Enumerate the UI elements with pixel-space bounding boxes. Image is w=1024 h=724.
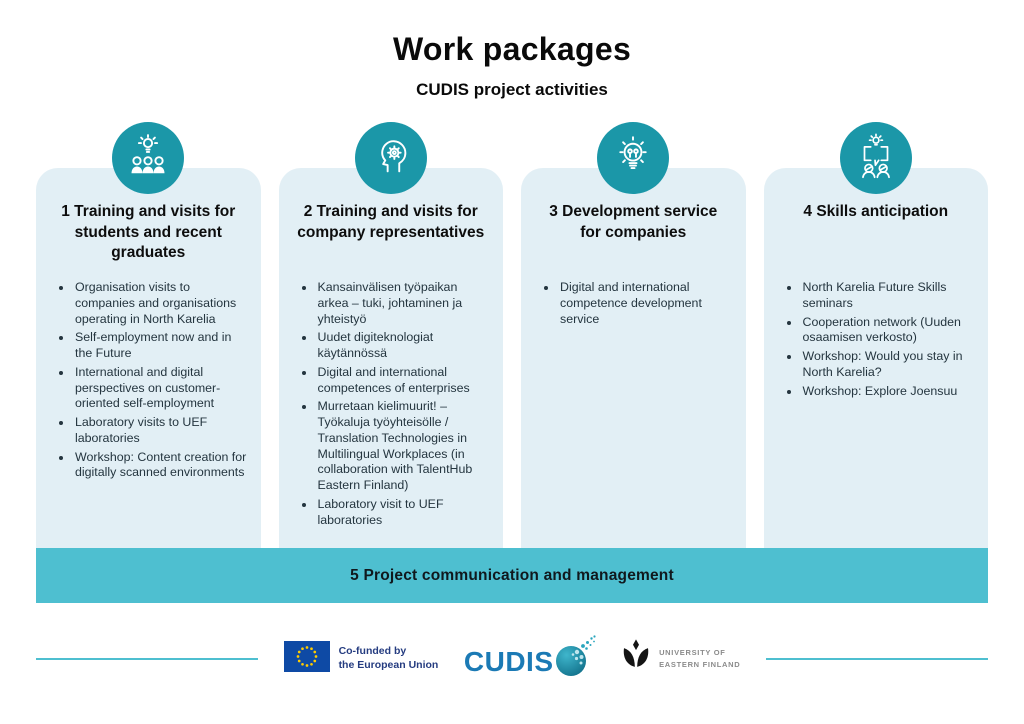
bullet-item: • Digital and international competences of enterprises bbox=[316, 365, 492, 397]
card-4-body bbox=[764, 168, 989, 548]
eu-text-line1: Co-funded by bbox=[338, 645, 407, 658]
uef-text-line2: EASTERN FINLAND bbox=[659, 659, 741, 669]
bullet-item: • Workshop: Content creation for digitally scanned environments bbox=[73, 450, 249, 482]
bullet-item: • Laboratory visit to UEF laboratories bbox=[316, 497, 492, 529]
bullet-item: • Kansainvälisen työpaikan arkea – tuki, johtaminen ja yhteistyö bbox=[316, 280, 492, 327]
footer-divider-right bbox=[766, 658, 988, 660]
uef-text-line1: UNIVERSITY OF bbox=[659, 648, 726, 658]
bullet-item: • Digital and international competence development service bbox=[558, 280, 734, 327]
head-gear-icon bbox=[368, 133, 414, 184]
footer bbox=[36, 633, 988, 684]
card-3-icon-circle bbox=[597, 122, 669, 194]
conversation-idea-icon bbox=[853, 133, 899, 184]
work-package-card-4 bbox=[764, 122, 989, 548]
uef-text bbox=[659, 647, 740, 670]
eu-cofunded-logo bbox=[284, 641, 439, 677]
bullet-item: • Cooperation network (Uuden osaamisen verkosto) bbox=[801, 315, 977, 347]
card-4-icon-circle bbox=[840, 122, 912, 194]
card-2-body bbox=[279, 168, 504, 548]
card-1-title: 1 Training and visits for students and recent graduates bbox=[61, 203, 236, 262]
bullet-item: • Laboratory visits to UEF laboratories bbox=[73, 415, 249, 447]
work-package-card-2 bbox=[279, 122, 504, 548]
card-1-body bbox=[36, 168, 261, 548]
header bbox=[0, 0, 1024, 100]
card-2-bullet-list bbox=[291, 280, 492, 528]
eu-text-line2: the European Union bbox=[338, 658, 439, 671]
card-1-bullet-list bbox=[48, 280, 249, 481]
card-3-title: 3 Development service for companies bbox=[549, 203, 718, 241]
lightbulb-icon bbox=[610, 133, 656, 184]
uef-logo bbox=[621, 638, 740, 679]
card-1-icon-circle bbox=[112, 122, 184, 194]
page-title: Work packages bbox=[392, 31, 632, 67]
cudis-wordmark: CUDIS bbox=[463, 646, 554, 678]
work-package-card-1 bbox=[36, 122, 261, 548]
footer-divider-left bbox=[36, 658, 258, 660]
cudis-globe-icon bbox=[554, 633, 596, 684]
card-3-body bbox=[521, 168, 746, 548]
uef-plant-icon bbox=[621, 638, 651, 679]
page-subtitle: CUDIS project activities bbox=[416, 80, 608, 100]
bullet-item: • International and digital perspectives on customer-oriented self-employment bbox=[73, 365, 249, 412]
bullet-item: • Workshop: Explore Joensuu bbox=[801, 384, 977, 400]
work-package-5-banner bbox=[36, 548, 988, 603]
card-2-icon-circle bbox=[355, 122, 427, 194]
lightbulb-people-icon bbox=[125, 133, 171, 184]
bullet-item: • Organisation visits to companies and organisations operating in North Karelia bbox=[73, 280, 249, 327]
bullet-item: • North Karelia Future Skills seminars bbox=[801, 280, 977, 312]
cudis-logo bbox=[464, 633, 596, 684]
card-4-title: 4 Skills anticipation bbox=[803, 203, 949, 221]
eu-flag-icon bbox=[284, 641, 330, 677]
work-package-card-3 bbox=[521, 122, 746, 548]
banner-label: 5 Project communication and management bbox=[350, 566, 674, 584]
bullet-item: • Uudet digiteknologiat käytännössä bbox=[316, 330, 492, 362]
bullet-item: • Self-employment now and in the Future bbox=[73, 330, 249, 362]
eu-cofunded-text bbox=[339, 645, 439, 672]
bullet-item: • Murretaan kielimuurit! – Työkaluja työyhteisölle / Translation Technologies in Multilingual Workplaces (in collaboration with TalentHub Eastern Finland) bbox=[316, 399, 492, 494]
card-2-title: 2 Training and visits for company representatives bbox=[297, 203, 485, 241]
card-3-bullet-list bbox=[533, 280, 734, 327]
work-packages-row bbox=[36, 122, 988, 548]
bullet-item: • Workshop: Would you stay in North Karelia? bbox=[801, 349, 977, 381]
card-4-bullet-list bbox=[776, 280, 977, 399]
